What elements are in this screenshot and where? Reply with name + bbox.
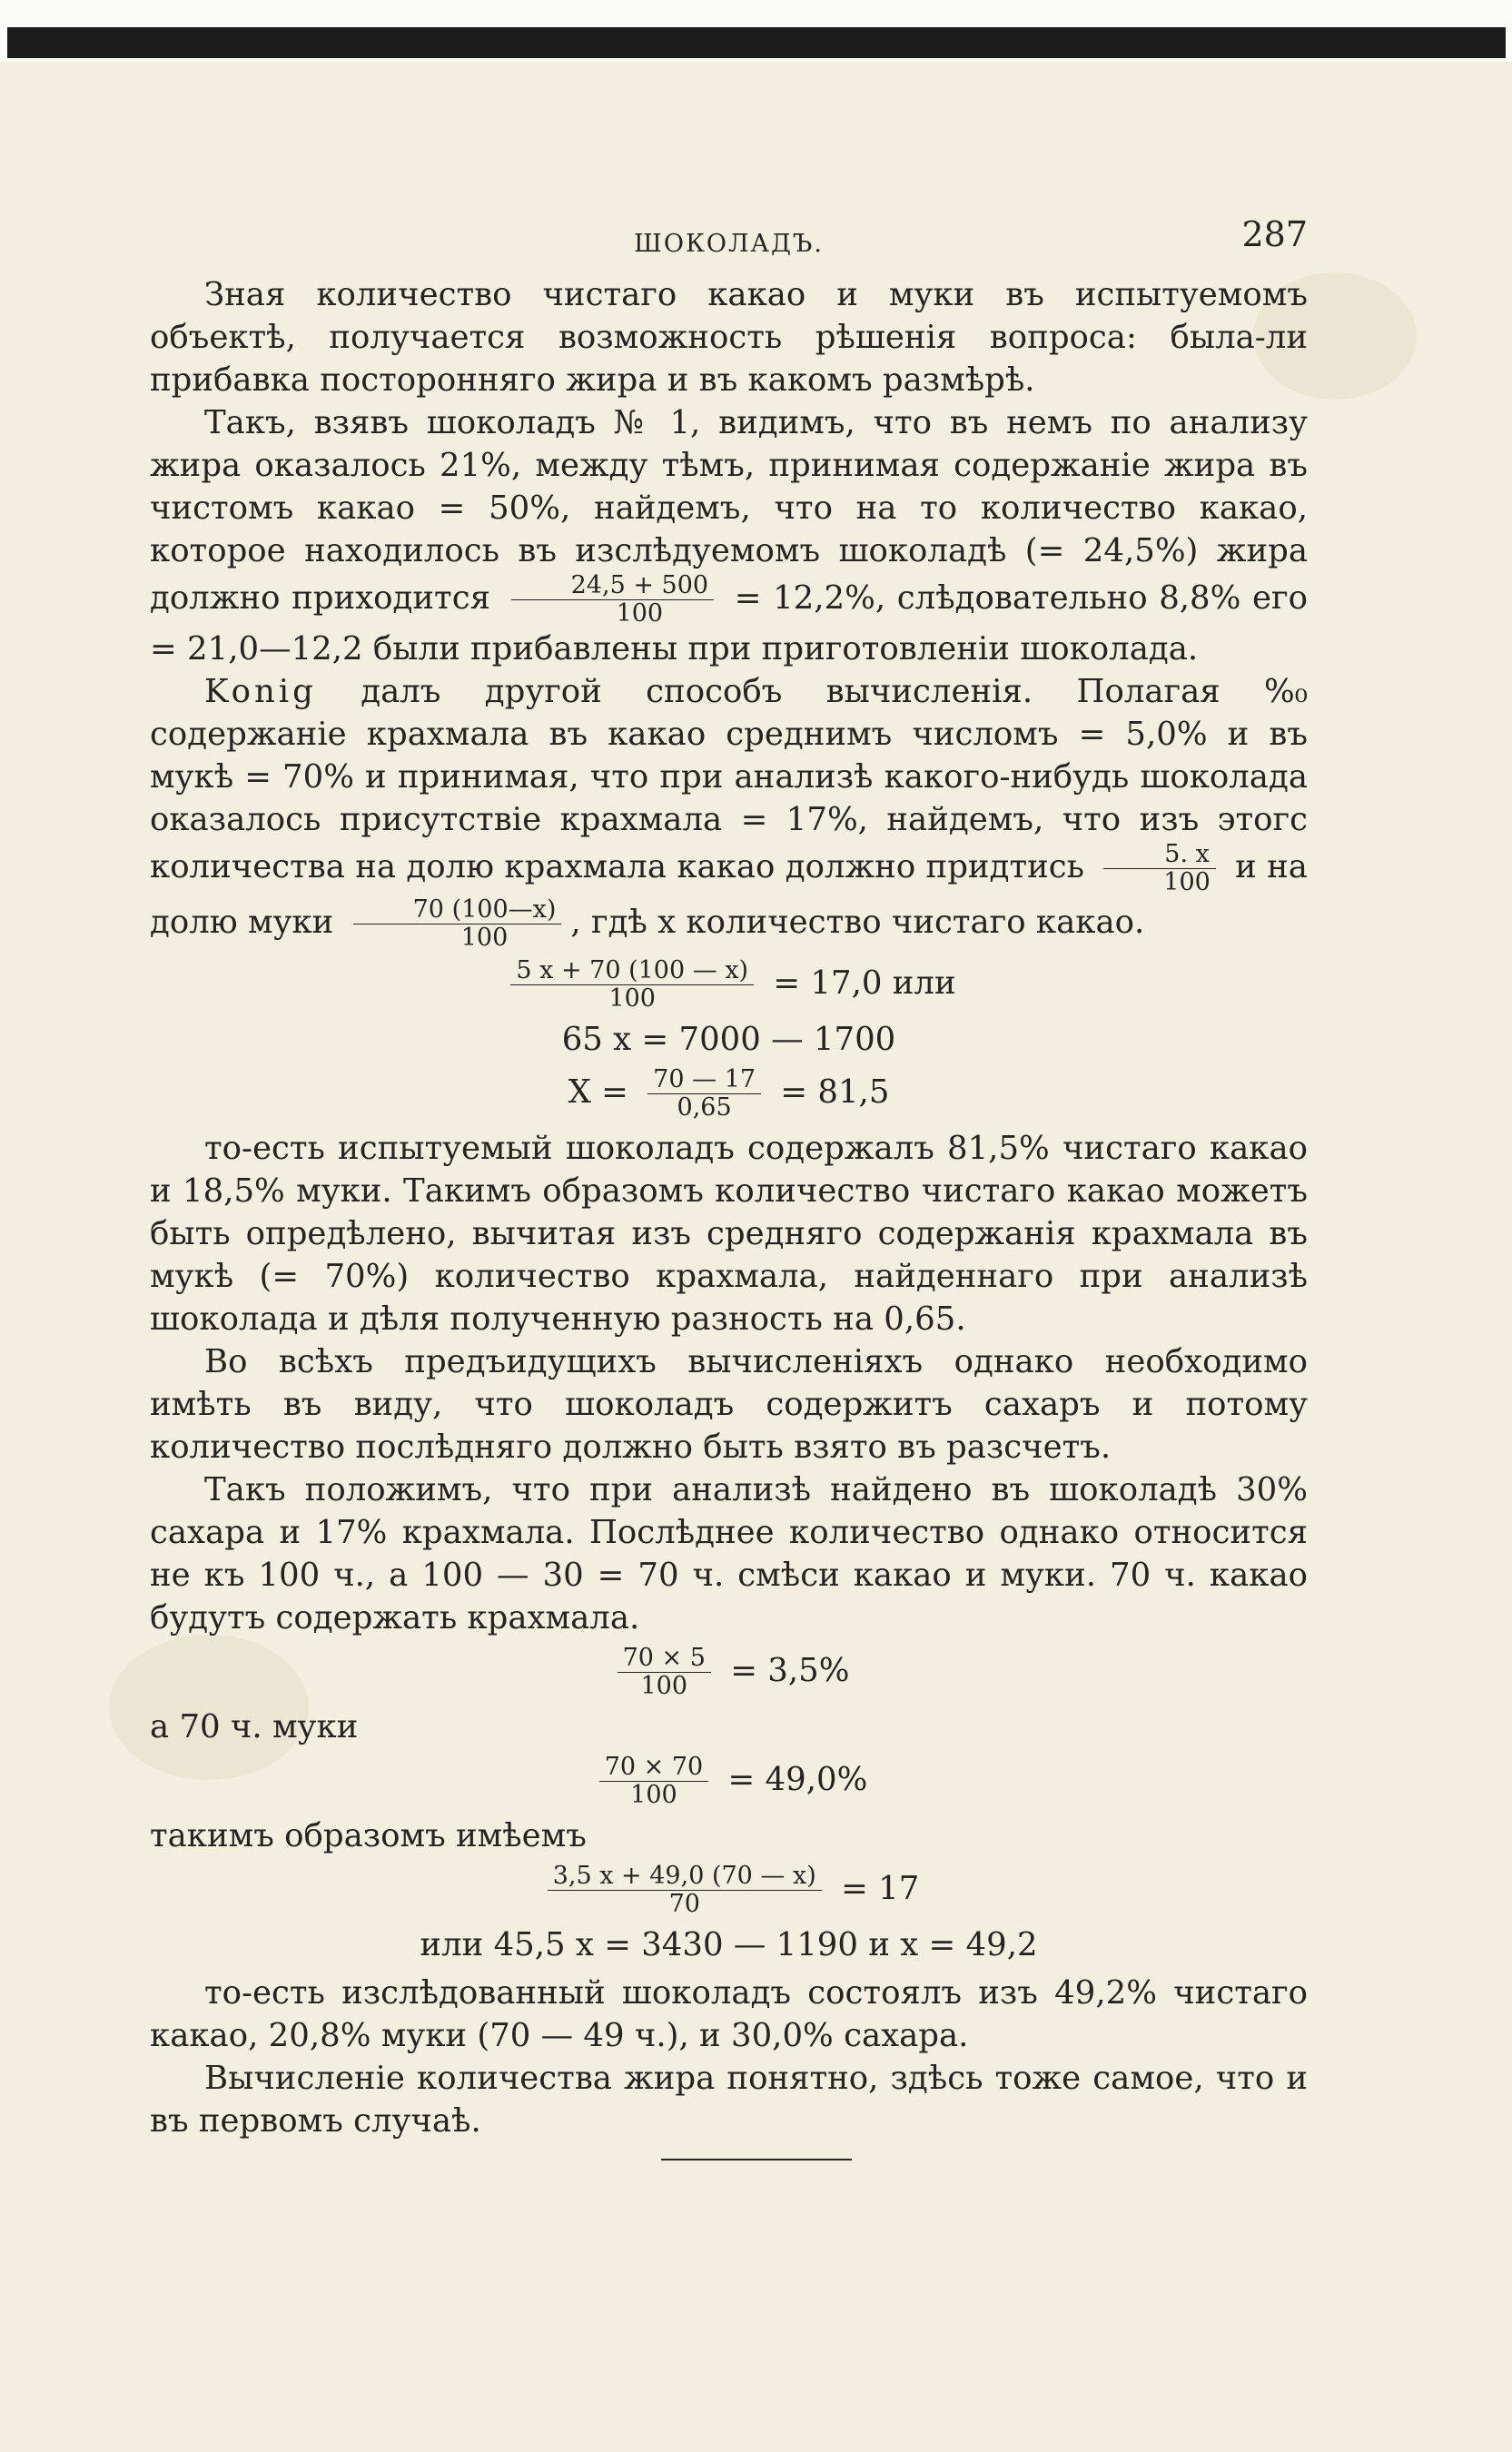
fraction xyxy=(618,1645,711,1700)
fraction-denominator: 100 xyxy=(618,1672,711,1700)
fraction-denominator: 70 xyxy=(548,1890,822,1918)
paragraph-1: Зная количество чистаго какао и муки въ испытуемомъ объектѣ, получается возможность рѣшенія вопроса: была-ли прибавка посторонняго жира и въ какомъ размѣрѣ. xyxy=(150,276,1308,399)
equation-6 xyxy=(150,1863,1308,1918)
fraction-numerator: 70 — 17 xyxy=(653,1065,756,1093)
fraction-numerator: 70 (100—x) xyxy=(412,895,557,924)
equation-1 xyxy=(150,957,1308,1013)
paragraph-3-text-2: и на долю муки xyxy=(150,848,1308,941)
equation-rhs: = 17 xyxy=(841,1870,920,1907)
paragraph-3-text-3: , гдѣ x количество чистаго какао. xyxy=(570,904,1145,941)
paragraph-3 xyxy=(150,670,1308,952)
paragraph-4: то-есть испытуемый шоколадъ содержалъ 81,5% чистаго какао и 18,5% муки. Такимъ образомъ количество чистаго какао можетъ быть опредѣлено, вычитая изъ средняго содержанія крахмала въ мукѣ (= 70%) количество крахмала, найденнаго при анализѣ шоколада и дѣля полученную разность на 0,65. xyxy=(150,1130,1308,1338)
fraction-numerator: 70 × 5 xyxy=(622,1644,706,1672)
fraction-numerator: 70 × 70 xyxy=(604,1753,704,1781)
equation-3 xyxy=(150,1066,1308,1122)
paragraph-6: Такъ положимъ, что при анализѣ найдено въ шоколадѣ 30% сахара и 17% крахмала. Послѣднее количество однако относится не къ 100 ч., а 100 — 30 = 70 ч. смѣси какао и муки. 70 ч. какао будутъ содержать крахмала. xyxy=(150,1471,1308,1636)
text-line-muki: а 70 ч. муки xyxy=(150,1708,359,1745)
paragraph-8: Вычисленіе количества жира понятно, здѣсь тоже самое, что и въ первомъ случаѣ. xyxy=(150,2060,1308,2140)
fraction-numerator: 3,5 x + 49,0 (70 — x) xyxy=(552,1862,816,1890)
fraction xyxy=(510,957,754,1013)
fraction xyxy=(599,1754,709,1809)
fraction xyxy=(353,896,562,952)
equation-4 xyxy=(150,1645,1308,1700)
equation-rhs: = 17,0 или xyxy=(773,964,956,1002)
closing-rule xyxy=(661,2159,852,2160)
fraction-numerator: 5 x + 70 (100 — x) xyxy=(516,956,749,984)
equation-5 xyxy=(150,1754,1308,1809)
fraction-denominator: 100 xyxy=(599,1781,709,1809)
equation-lhs: X = xyxy=(568,1073,628,1111)
fraction xyxy=(511,572,714,628)
fraction-denominator: 100 xyxy=(1103,868,1216,896)
fraction-denominator: 0,65 xyxy=(647,1093,761,1122)
fraction xyxy=(548,1863,822,1918)
equation-rhs: = 3,5% xyxy=(730,1652,850,1689)
text-line-takim: такимъ образомъ имѣемъ xyxy=(150,1817,587,1854)
paragraph-2-text: Такъ, взявъ шоколадъ № 1, видимъ, что въ немъ по анализу жира оказалось 21%, между тѣмъ, принимая содержаніе жира въ чистомъ какао = 50%, найдемъ, что на то количество какао, которое находилось въ изслѣдуемомъ шоколадѣ (= 24,5%) жира должно приходится xyxy=(150,404,1308,617)
equation-2: 65 x = 7000 — 1700 xyxy=(561,1021,896,1058)
paragraph-2 xyxy=(150,401,1308,670)
fraction-denominator: 100 xyxy=(353,924,562,952)
fraction xyxy=(1103,841,1216,896)
running-title: ШОКОЛАДЪ. xyxy=(634,230,824,258)
equation-7: или 45,5 x = 3430 — 1190 и x = 49,2 xyxy=(420,1926,1038,1963)
fraction xyxy=(647,1066,761,1122)
paragraph-2-tail: = 12,2%, слѣдовательно 8,8% его = 21,0—12,2 были прибавлены при приготовленіи шоколада. xyxy=(150,579,1308,667)
equation-rhs: = 81,5 xyxy=(780,1073,890,1111)
paragraph-5: Во всѣхъ предъидущихъ вычисленіяхъ однако необходимо имѣть въ виду, что шоколадъ содержитъ сахаръ и потому количество послѣдняго должно быть взято въ разсчетъ. xyxy=(150,1343,1308,1466)
page-header xyxy=(150,213,1308,264)
fraction-denominator: 100 xyxy=(510,984,754,1013)
paragraph-3-text: далъ другой способъ вычисленія. Полагая %₀ содержаніе крахмала въ какао среднимъ числомъ = 5,0% и въ мукѣ = 70% и принимая, что при анализѣ какого-нибудь шоколада оказалось присутствіе крахмала = 17%, найдемъ, что изъ этогс количества на долю крахмала какао должно придтись xyxy=(150,673,1308,885)
fraction-denominator: 100 xyxy=(511,599,714,628)
fraction-numerator: 24,5 + 500 xyxy=(570,571,709,599)
paragraph-7: то-есть изслѣдованный шоколадъ состоялъ изъ 49,2% чистаго какао, 20,8% муки (70 — 49 ч.), и 30,0% сахара. xyxy=(150,1974,1308,2054)
page-number: 287 xyxy=(1241,214,1308,254)
document-page xyxy=(150,213,1308,2160)
scan-top-edge xyxy=(7,27,1506,58)
fraction-numerator: 5. x xyxy=(1164,840,1210,868)
equation-rhs: = 49,0% xyxy=(727,1761,868,1798)
author-name: Konig xyxy=(204,673,317,710)
